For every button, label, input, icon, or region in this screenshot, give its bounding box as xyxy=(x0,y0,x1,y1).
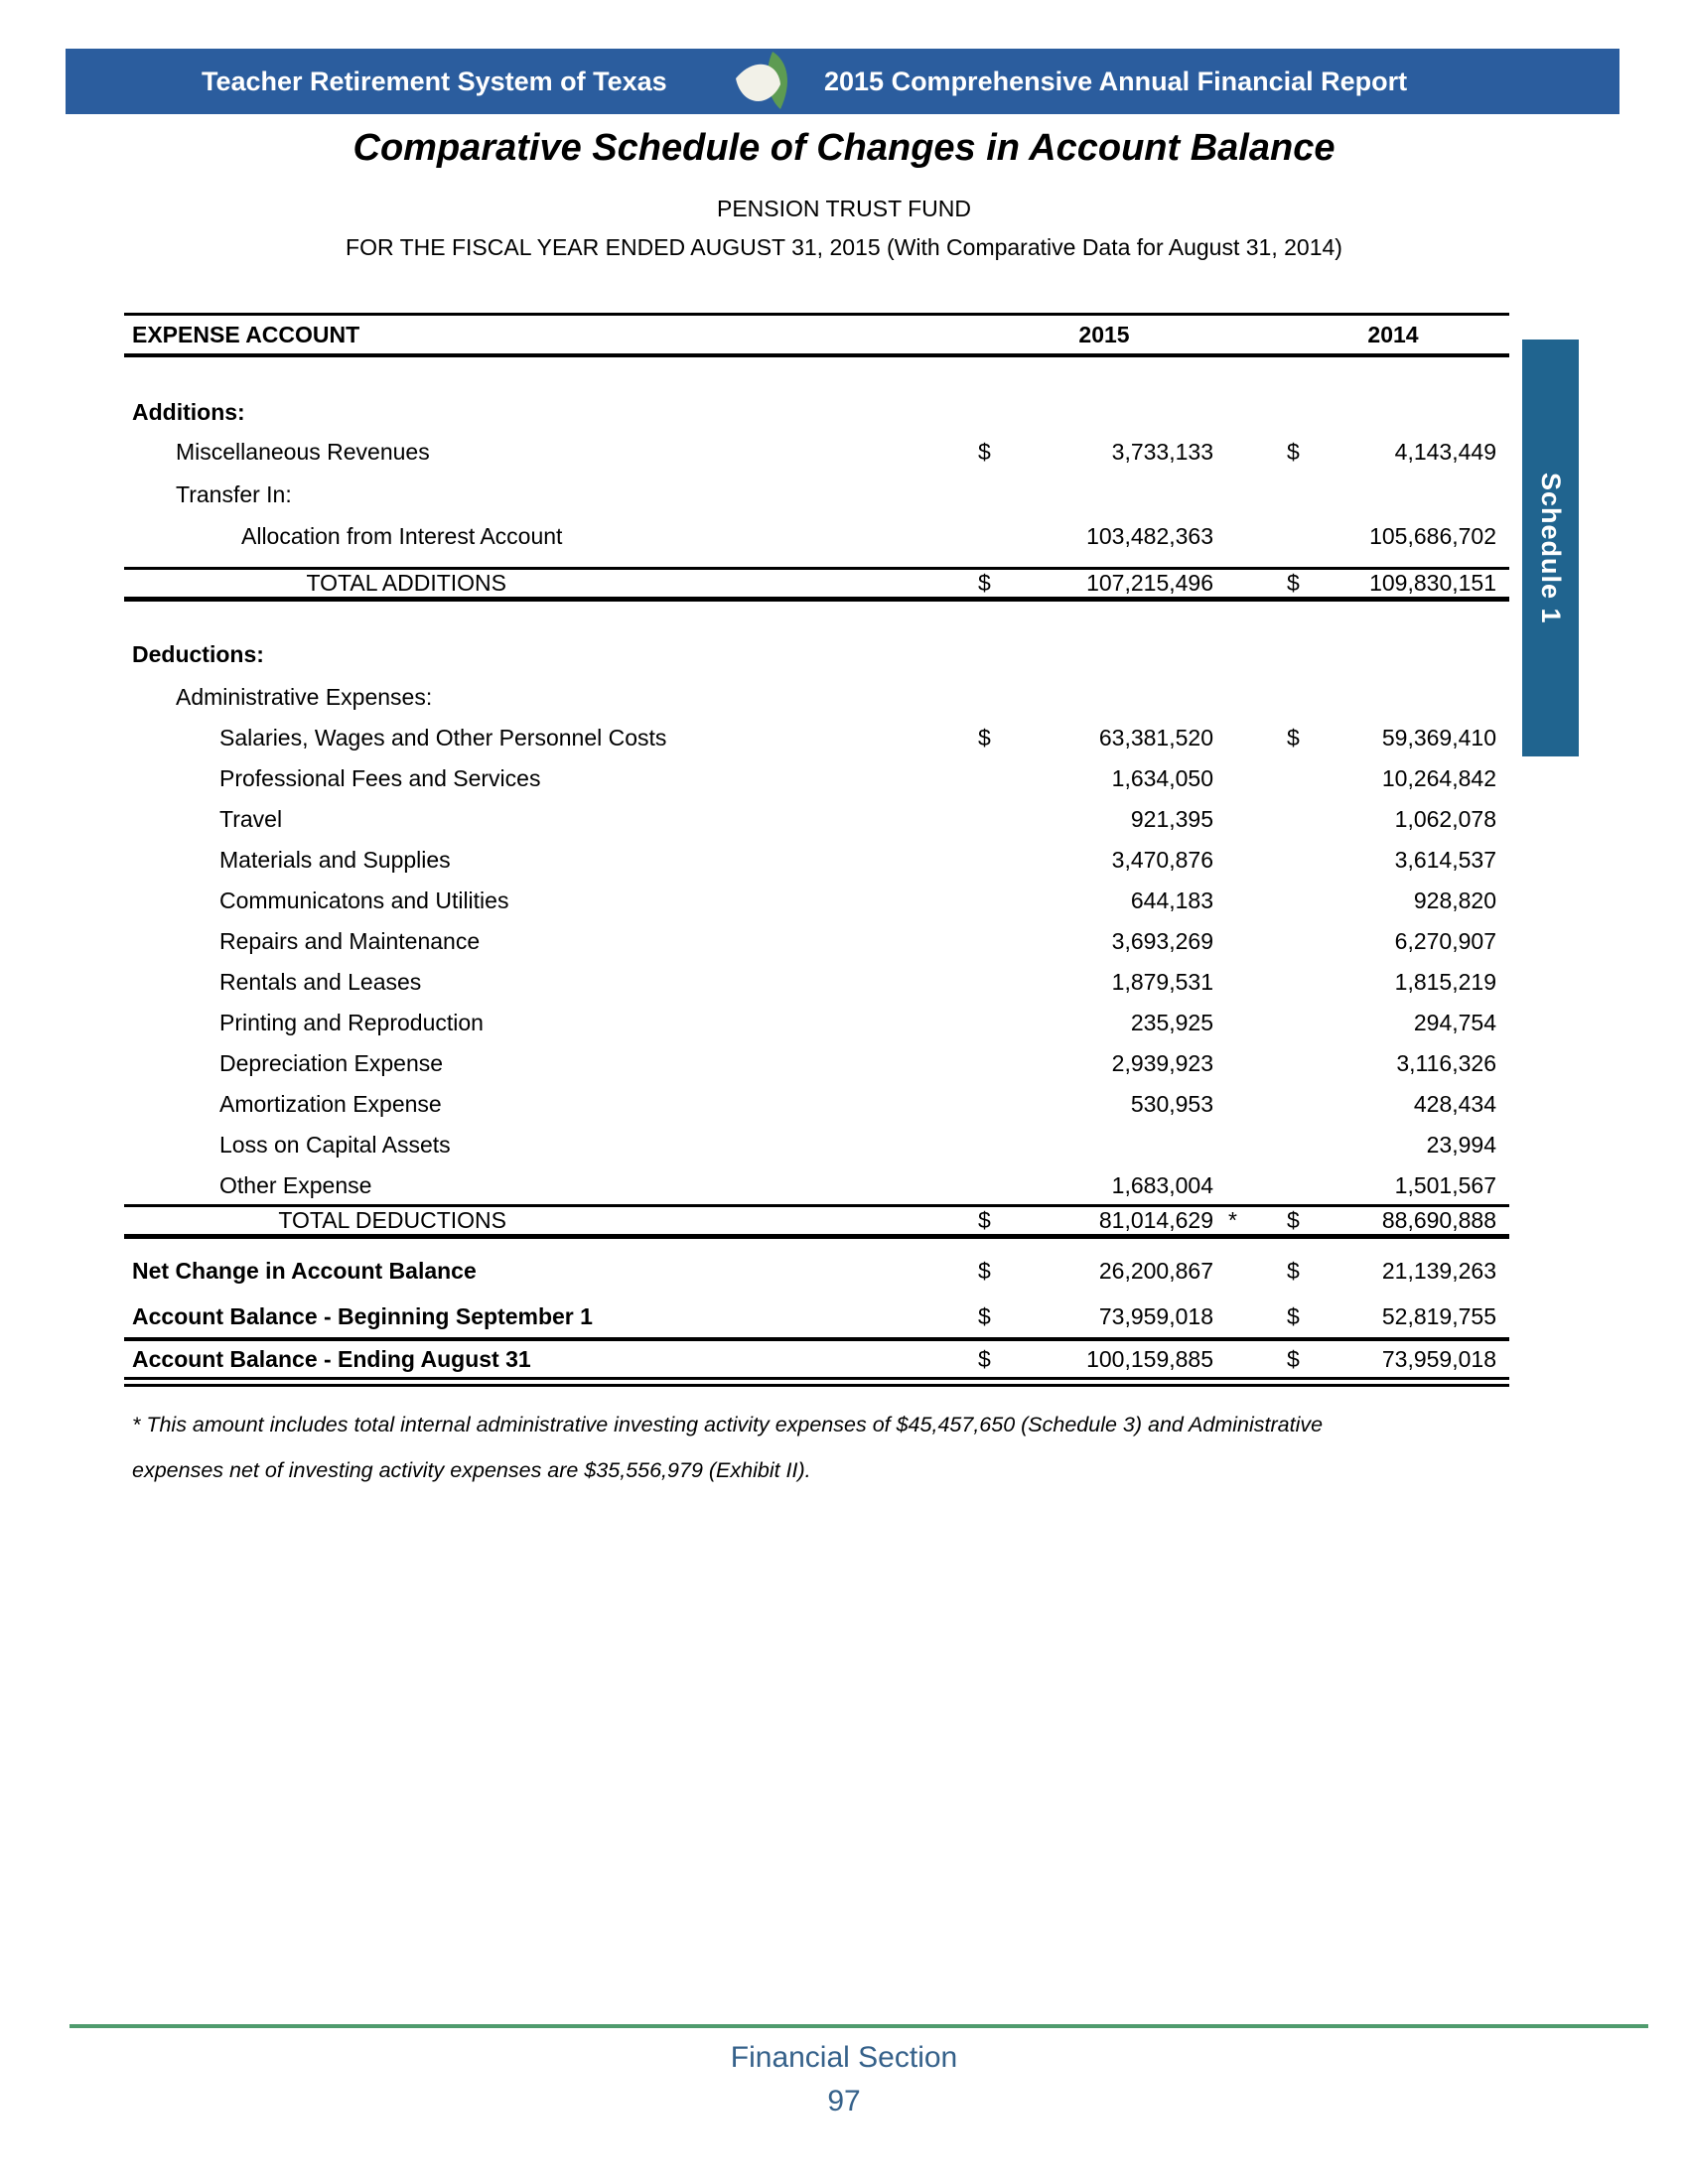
table-row xyxy=(124,840,1509,880)
row-label: Transfer In: xyxy=(176,481,292,507)
row-label: Net Change in Account Balance xyxy=(132,1258,477,1284)
dollar-sign-2014: $ xyxy=(1287,1258,1300,1284)
table-row xyxy=(124,1251,1509,1291)
page-title: Comparative Schedule of Changes in Account Balance xyxy=(352,127,1336,169)
row-label: Travel xyxy=(219,806,283,832)
footnote: * This amount includes total internal administrative investing activity expenses of $45,457,650 (Schedule 3) and Administrative expenses net of investing activity expenses are $35,556,979 (Exhibit II). xyxy=(132,1413,1324,1482)
amount-2015: 644,183 xyxy=(1130,887,1213,913)
column-header-2015: 2015 xyxy=(1078,322,1130,347)
row-label: Rentals and Leases xyxy=(219,969,422,995)
amount-2015: 3,693,269 xyxy=(1111,928,1213,954)
total-deductions-top-rule xyxy=(124,1204,1509,1207)
table-row xyxy=(124,1003,1509,1042)
amount-2015: 1,879,531 xyxy=(1111,969,1213,995)
table-bottom-double-rule xyxy=(124,1377,1509,1387)
amount-2014: 294,754 xyxy=(1413,1010,1496,1035)
column-header-expense-account: EXPENSE ACCOUNT xyxy=(132,322,360,347)
amount-2015: 63,381,520 xyxy=(1098,725,1213,751)
row-label: Other Expense xyxy=(219,1172,372,1198)
amount-2014: 428,434 xyxy=(1413,1091,1496,1117)
dollar-sign-2014: $ xyxy=(1287,725,1300,751)
dollar-sign-2015: $ xyxy=(978,1258,991,1284)
table-header-row xyxy=(124,316,1509,353)
footer-rule xyxy=(70,2024,1648,2028)
amount-2014: 3,614,537 xyxy=(1394,847,1496,873)
dollar-sign-2015: $ xyxy=(978,439,991,465)
report-header-banner xyxy=(66,49,1619,114)
trs-leaf-logo-icon xyxy=(727,52,804,113)
row-label: Printing and Reproduction xyxy=(219,1010,484,1035)
row-label: Materials and Supplies xyxy=(219,847,451,873)
dollar-sign-2015: $ xyxy=(978,570,991,596)
table-row xyxy=(124,1343,1509,1375)
amount-2014: 3,116,326 xyxy=(1396,1050,1496,1076)
dollar-sign-2014: $ xyxy=(1287,1346,1300,1372)
period-subtitle: FOR THE FISCAL YEAR ENDED AUGUST 31, 2015 (With Comparative Data for August 31, 2014) xyxy=(346,234,1342,260)
table-row xyxy=(124,881,1509,920)
row-label: Repairs and Maintenance xyxy=(219,928,481,954)
row-label: Professional Fees and Services xyxy=(219,765,541,791)
amount-2015: 1,683,004 xyxy=(1111,1172,1213,1198)
amount-2015: 107,215,496 xyxy=(1086,570,1213,596)
table-row xyxy=(124,1043,1509,1083)
amount-2014: 73,959,018 xyxy=(1381,1346,1496,1372)
amount-2014: 1,815,219 xyxy=(1394,969,1496,995)
amount-2014: 4,143,449 xyxy=(1394,439,1496,465)
row-label: Deductions: xyxy=(132,641,264,667)
ending-balance-top-rule xyxy=(124,1337,1509,1341)
footer-page-number: 97 xyxy=(827,2085,861,2117)
schedule-1-tab-label: Schedule 1 xyxy=(1536,472,1566,624)
amount-2015: 81,014,629 xyxy=(1098,1207,1213,1233)
schedule-1-side-tab xyxy=(1522,340,1579,756)
table-row xyxy=(124,569,1509,597)
table-row xyxy=(124,1084,1509,1124)
amount-2015: 103,482,363 xyxy=(1086,523,1213,549)
amount-2014: 10,264,842 xyxy=(1381,765,1496,791)
row-label: Account Balance - Beginning September 1 xyxy=(132,1303,593,1329)
amount-2015: 100,159,885 xyxy=(1086,1346,1213,1372)
amount-2014: 52,819,755 xyxy=(1381,1303,1496,1329)
table-row xyxy=(124,516,1509,556)
amount-2015: 921,395 xyxy=(1130,806,1213,832)
amount-2014: 6,270,907 xyxy=(1394,928,1496,954)
row-label: Allocation from Interest Account xyxy=(241,523,563,549)
org-name: Teacher Retirement System of Texas xyxy=(202,67,667,96)
amount-2015: 235,925 xyxy=(1130,1010,1213,1035)
fund-subtitle: PENSION TRUST FUND xyxy=(716,196,971,221)
row-label: TOTAL DEDUCTIONS xyxy=(278,1207,506,1233)
amount-2015: 3,733,133 xyxy=(1111,439,1213,465)
table-row xyxy=(124,1165,1509,1205)
table-row xyxy=(124,718,1509,757)
table-row xyxy=(124,1207,1509,1233)
row-label: Account Balance - Ending August 31 xyxy=(132,1346,531,1372)
row-label: Salaries, Wages and Other Personnel Costs xyxy=(219,725,667,751)
amount-2015: 3,470,876 xyxy=(1111,847,1213,873)
table-row xyxy=(124,475,1509,514)
row-label: Loss on Capital Assets xyxy=(219,1132,451,1158)
amount-2014: 105,686,702 xyxy=(1369,523,1496,549)
amount-2014: 88,690,888 xyxy=(1381,1207,1496,1233)
amount-2014: 109,830,151 xyxy=(1369,570,1496,596)
row-label: Miscellaneous Revenues xyxy=(176,439,430,465)
amount-2015: 2,939,923 xyxy=(1111,1050,1213,1076)
total-deductions-bottom-rule xyxy=(124,1234,1509,1239)
row-label: Administrative Expenses: xyxy=(176,684,433,710)
dollar-sign-2015: $ xyxy=(978,1346,991,1372)
footer-section-label: Financial Section xyxy=(730,2041,958,2074)
table-row xyxy=(124,799,1509,839)
total-additions-top-rule xyxy=(124,567,1509,570)
table-row xyxy=(124,677,1509,717)
dollar-sign-2014: $ xyxy=(1287,1207,1300,1233)
table-row xyxy=(124,432,1509,472)
dollar-sign-2014: $ xyxy=(1287,570,1300,596)
amount-2014: 928,820 xyxy=(1413,887,1496,913)
report-name: 2015 Comprehensive Annual Financial Report xyxy=(824,67,1408,96)
dollar-sign-2015: $ xyxy=(978,725,991,751)
table-row xyxy=(124,921,1509,961)
amount-2014: 1,062,078 xyxy=(1394,806,1496,832)
row-label: Additions: xyxy=(132,399,245,425)
table-row xyxy=(124,758,1509,798)
total-additions-bottom-rule xyxy=(124,597,1509,602)
row-label: TOTAL ADDITIONS xyxy=(306,570,506,596)
table-row xyxy=(124,634,1509,674)
dollar-sign-2015: $ xyxy=(978,1207,991,1233)
dollar-sign-2014: $ xyxy=(1287,1303,1300,1329)
row-label: Communicatons and Utilities xyxy=(219,887,509,913)
column-header-2014: 2014 xyxy=(1367,322,1419,347)
amount-2014: 59,369,410 xyxy=(1381,725,1496,751)
table-row xyxy=(124,962,1509,1002)
row-label: Amortization Expense xyxy=(219,1091,442,1117)
amount-2015: 530,953 xyxy=(1130,1091,1213,1117)
amount-2014: 1,501,567 xyxy=(1394,1172,1496,1198)
dollar-sign-2015: $ xyxy=(978,1303,991,1329)
table-row xyxy=(124,392,1509,432)
table-row xyxy=(124,1297,1509,1336)
amount-2014: 23,994 xyxy=(1426,1132,1496,1158)
header-bottom-rule xyxy=(124,353,1509,357)
account-balance-table xyxy=(124,313,1509,1415)
dollar-sign-2014: $ xyxy=(1287,439,1300,465)
amount-2015: 26,200,867 xyxy=(1098,1258,1213,1284)
amount-2015: 73,959,018 xyxy=(1098,1303,1213,1329)
table-row xyxy=(124,1125,1509,1164)
amount-2015: 1,634,050 xyxy=(1111,765,1213,791)
row-label: Depreciation Expense xyxy=(219,1050,444,1076)
amount-2014: 21,139,263 xyxy=(1381,1258,1496,1284)
footnote-asterisk: * xyxy=(1228,1207,1237,1233)
